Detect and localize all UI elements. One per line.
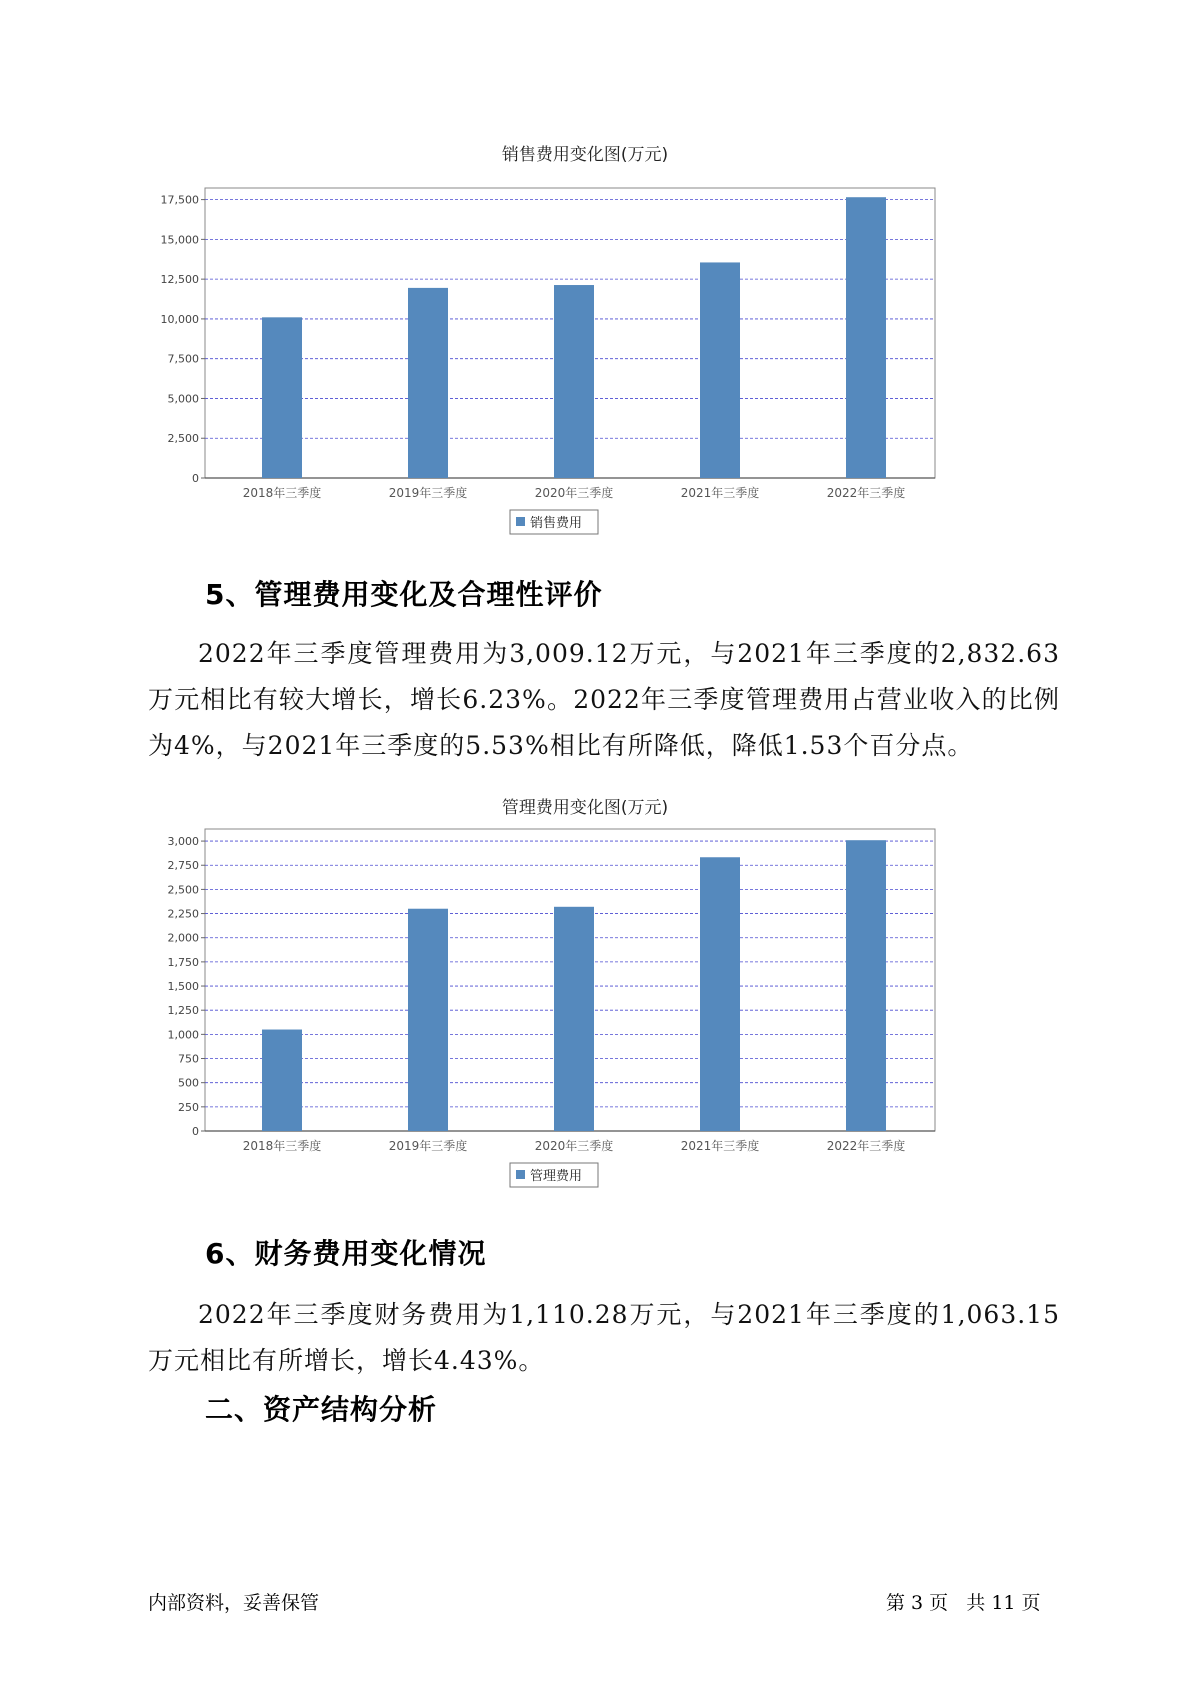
page-number: 第 3 页 共 11 页 [886,1592,1041,1614]
bar-chart [150,821,1020,1216]
bar [554,285,594,478]
bar-chart [150,168,1020,558]
x-tick-label: 2019年三季度 [388,486,468,500]
bar [846,197,886,478]
admin-expense-chart [150,793,1020,1213]
y-tick-label: 2,500 [167,883,199,897]
bar [408,909,448,1131]
section-heading: 二、资产结构分析 [205,1393,438,1426]
chart-title: 销售费用变化图(万元) [501,145,669,165]
x-tick-label: 2021年三季度 [680,1139,760,1153]
section-heading: 5、管理费用变化及合理性评价 [205,578,603,611]
y-tick-label: 2,500 [167,432,199,446]
legend-swatch [516,1170,525,1179]
x-tick-label: 2018年三季度 [242,1139,322,1153]
y-tick-label: 7,500 [167,352,199,366]
y-tick-label: 500 [178,1076,199,1090]
y-tick-label: 2,250 [167,907,199,921]
y-tick-label: 0 [192,1125,199,1138]
legend-label: 销售费用 [530,516,583,531]
bar [700,262,740,478]
x-tick-label: 2019年三季度 [388,1139,468,1153]
legend-swatch [516,517,525,526]
sales-expense-chart [150,140,1020,555]
y-tick-label: 3,000 [167,835,199,849]
y-tick-label: 1,000 [167,1028,199,1042]
chart-title: 管理费用变化图(万元) [501,798,669,818]
footer-note: 内部资料，妥善保管 [148,1592,320,1614]
y-tick-label: 750 [178,1052,199,1066]
bar [408,288,448,478]
y-tick-label: 0 [192,472,199,485]
bar [262,1030,302,1131]
legend-label: 管理费用 [530,1169,583,1184]
y-tick-label: 1,250 [167,1004,199,1018]
bar [262,317,302,478]
bar [846,840,886,1131]
x-tick-label: 2018年三季度 [242,486,322,500]
y-tick-label: 2,000 [167,931,199,945]
paragraph: 2022年三季度管理费用为3,009.12万元，与2021年三季度的2,832.63万元相比有较大增长，增长6.23%。2022年三季度管理费用占营业收入的比例为4%，与2021年三季度的5.53%相比有所降低，降低1.53个百分点。 [148,639,1060,760]
section-heading: 6、财务费用变化情况 [205,1237,487,1270]
y-tick-label: 17,500 [160,193,199,207]
paragraph: 2022年三季度财务费用为1,110.28万元，与2021年三季度的1,063.15万元相比有所增长，增长4.43%。 [148,1300,1060,1375]
y-tick-label: 2,750 [167,859,199,873]
y-tick-label: 250 [178,1100,199,1114]
y-tick-label: 1,750 [167,955,199,969]
x-tick-label: 2021年三季度 [680,486,760,500]
x-tick-label: 2022年三季度 [826,1139,906,1153]
bar [554,907,594,1131]
bar [700,857,740,1131]
y-tick-label: 15,000 [160,233,199,247]
y-tick-label: 5,000 [167,392,199,406]
y-tick-label: 10,000 [160,312,199,326]
x-tick-label: 2020年三季度 [534,486,614,500]
x-tick-label: 2020年三季度 [534,1139,614,1153]
y-tick-label: 12,500 [160,273,199,287]
y-tick-label: 1,500 [167,980,199,994]
x-tick-label: 2022年三季度 [826,486,906,500]
